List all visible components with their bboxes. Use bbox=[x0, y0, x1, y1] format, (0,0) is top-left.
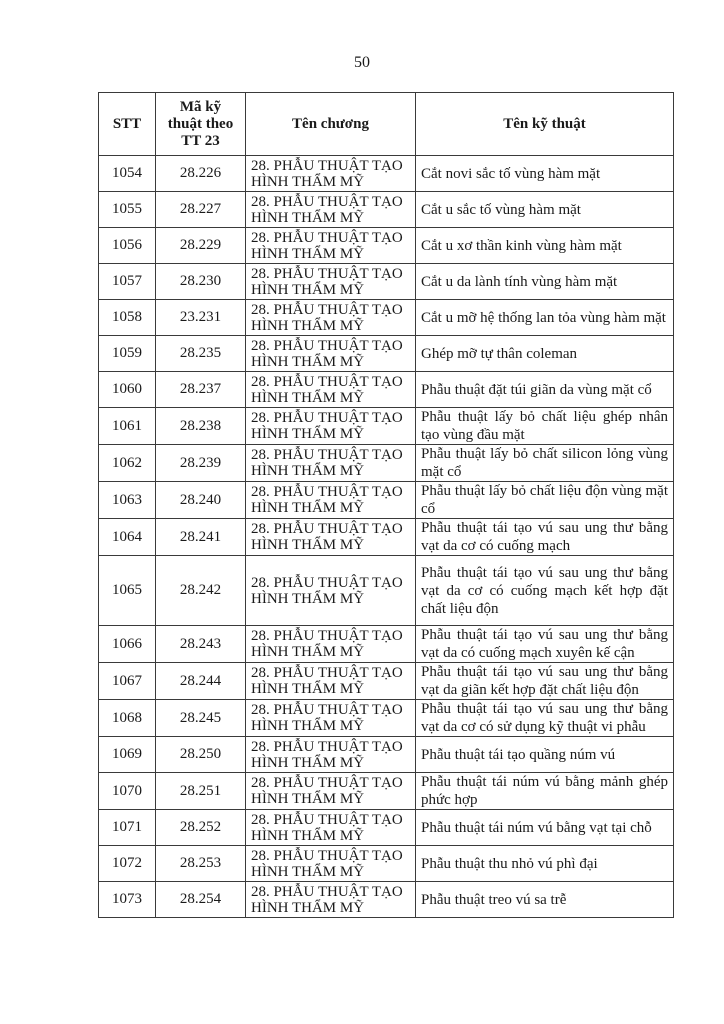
table-row bbox=[99, 773, 674, 810]
cell-ma: 28.238 bbox=[156, 408, 246, 445]
cell-ma: 28.237 bbox=[156, 372, 246, 408]
header-stt: STT bbox=[99, 93, 156, 156]
table-row bbox=[99, 519, 674, 556]
header-ten-ky-thuat: Tên kỹ thuật bbox=[416, 93, 674, 156]
cell-chuong: 28. PHẪU THUẬT TẠO HÌNH THẨM MỸ bbox=[246, 264, 416, 300]
cell-ma: 28.229 bbox=[156, 228, 246, 264]
cell-ky-thuat: Cắt u mỡ hệ thống lan tỏa vùng hàm mặt bbox=[416, 300, 674, 336]
cell-stt: 1072 bbox=[99, 846, 156, 882]
cell-stt: 1073 bbox=[99, 882, 156, 918]
cell-chuong: 28. PHẪU THUẬT TẠO HÌNH THẨM MỸ bbox=[246, 445, 416, 482]
cell-ma: 28.242 bbox=[156, 556, 246, 626]
cell-stt: 1066 bbox=[99, 626, 156, 663]
table-row bbox=[99, 482, 674, 519]
cell-ma: 23.231 bbox=[156, 300, 246, 336]
cell-ky-thuat: Phẫu thuật tái tạo vú sau ung thư bằng vạt da cơ có sử dụng kỹ thuật vi phẫu bbox=[416, 700, 674, 737]
cell-chuong: 28. PHẪU THUẬT TẠO HÌNH THẨM MỸ bbox=[246, 663, 416, 700]
cell-ky-thuat: Cắt u sắc tố vùng hàm mặt bbox=[416, 192, 674, 228]
table-row bbox=[99, 228, 674, 264]
cell-ky-thuat: Cắt u xơ thần kinh vùng hàm mặt bbox=[416, 228, 674, 264]
cell-ma: 28.251 bbox=[156, 773, 246, 810]
cell-stt: 1058 bbox=[99, 300, 156, 336]
cell-ma: 28.226 bbox=[156, 156, 246, 192]
cell-ma: 28.239 bbox=[156, 445, 246, 482]
cell-stt: 1067 bbox=[99, 663, 156, 700]
cell-stt: 1065 bbox=[99, 556, 156, 626]
cell-ky-thuat: Phẫu thuật lấy bỏ chất silicon lỏng vùng mặt cổ bbox=[416, 445, 674, 482]
cell-chuong: 28. PHẪU THUẬT TẠO HÌNH THẨM MỸ bbox=[246, 700, 416, 737]
cell-chuong: 28. PHẪU THUẬT TẠO HÌNH THẨM MỸ bbox=[246, 408, 416, 445]
cell-ma: 28.250 bbox=[156, 737, 246, 773]
cell-ky-thuat: Phẫu thuật treo vú sa trễ bbox=[416, 882, 674, 918]
cell-ky-thuat: Phẫu thuật lấy bỏ chất liệu ghép nhân tạo vùng đầu mặt bbox=[416, 408, 674, 445]
cell-stt: 1059 bbox=[99, 336, 156, 372]
cell-ky-thuat: Phẫu thuật tái tạo vú sau ung thư bằng vạt da giãn kết hợp đặt chất liệu độn bbox=[416, 663, 674, 700]
cell-stt: 1068 bbox=[99, 700, 156, 737]
cell-stt: 1056 bbox=[99, 228, 156, 264]
table-row bbox=[99, 737, 674, 773]
cell-ky-thuat: Phẫu thuật tái núm vú bằng vạt tại chỗ bbox=[416, 810, 674, 846]
table-row bbox=[99, 810, 674, 846]
cell-stt: 1055 bbox=[99, 192, 156, 228]
table-row bbox=[99, 336, 674, 372]
cell-ma: 28.241 bbox=[156, 519, 246, 556]
cell-chuong: 28. PHẪU THUẬT TẠO HÌNH THẨM MỸ bbox=[246, 846, 416, 882]
cell-ky-thuat: Cắt u da lành tính vùng hàm mặt bbox=[416, 264, 674, 300]
table-header-row bbox=[99, 93, 674, 156]
cell-ky-thuat: Phẫu thuật đặt túi giãn da vùng mặt cổ bbox=[416, 372, 674, 408]
header-ten-chuong: Tên chương bbox=[246, 93, 416, 156]
cell-ma: 28.244 bbox=[156, 663, 246, 700]
cell-chuong: 28. PHẪU THUẬT TẠO HÌNH THẨM MỸ bbox=[246, 336, 416, 372]
cell-stt: 1062 bbox=[99, 445, 156, 482]
table-row bbox=[99, 626, 674, 663]
cell-stt: 1064 bbox=[99, 519, 156, 556]
cell-chuong: 28. PHẪU THUẬT TẠO HÌNH THẨM MỸ bbox=[246, 482, 416, 519]
cell-ky-thuat: Phẫu thuật thu nhỏ vú phì đại bbox=[416, 846, 674, 882]
technique-table bbox=[98, 92, 674, 918]
table-row bbox=[99, 300, 674, 336]
cell-chuong: 28. PHẪU THUẬT TẠO HÌNH THẨM MỸ bbox=[246, 737, 416, 773]
cell-ma: 28.254 bbox=[156, 882, 246, 918]
cell-ma: 28.245 bbox=[156, 700, 246, 737]
cell-ma: 28.243 bbox=[156, 626, 246, 663]
table-row bbox=[99, 192, 674, 228]
cell-ky-thuat: Phẫu thuật tái tạo vú sau ung thư bằng vạt da cơ có cuống mạch kết hợp đặt chất liệu độn bbox=[416, 556, 674, 626]
table-row bbox=[99, 264, 674, 300]
cell-chuong: 28. PHẪU THUẬT TẠO HÌNH THẨM MỸ bbox=[246, 156, 416, 192]
table-row bbox=[99, 408, 674, 445]
cell-stt: 1057 bbox=[99, 264, 156, 300]
cell-stt: 1071 bbox=[99, 810, 156, 846]
cell-ky-thuat: Phẫu thuật tái tạo vú sau ung thư bằng vạt da có cuống mạch xuyên kế cận bbox=[416, 626, 674, 663]
cell-stt: 1060 bbox=[99, 372, 156, 408]
cell-ky-thuat: Cắt novi sắc tố vùng hàm mặt bbox=[416, 156, 674, 192]
cell-ma: 28.252 bbox=[156, 810, 246, 846]
cell-chuong: 28. PHẪU THUẬT TẠO HÌNH THẨM MỸ bbox=[246, 519, 416, 556]
cell-chuong: 28. PHẪU THUẬT TẠO HÌNH THẨM MỸ bbox=[246, 810, 416, 846]
table-row bbox=[99, 882, 674, 918]
cell-stt: 1054 bbox=[99, 156, 156, 192]
table-row bbox=[99, 445, 674, 482]
cell-ma: 28.240 bbox=[156, 482, 246, 519]
cell-chuong: 28. PHẪU THUẬT TẠO HÌNH THẨM MỸ bbox=[246, 372, 416, 408]
cell-ky-thuat: Phẫu thuật lấy bỏ chất liệu độn vùng mặt cổ bbox=[416, 482, 674, 519]
cell-chuong: 28. PHẪU THUẬT TẠO HÌNH THẨM MỸ bbox=[246, 882, 416, 918]
cell-chuong: 28. PHẪU THUẬT TẠO HÌNH THẨM MỸ bbox=[246, 192, 416, 228]
cell-stt: 1070 bbox=[99, 773, 156, 810]
table-row bbox=[99, 663, 674, 700]
cell-ky-thuat: Ghép mỡ tự thân coleman bbox=[416, 336, 674, 372]
cell-chuong: 28. PHẪU THUẬT TẠO HÌNH THẨM MỸ bbox=[246, 300, 416, 336]
page-number: 50 bbox=[354, 54, 370, 71]
header-ma-ky-thuat: Mã kỹ thuật theo TT 23 bbox=[156, 93, 246, 156]
cell-ma: 28.235 bbox=[156, 336, 246, 372]
table-row bbox=[99, 846, 674, 882]
cell-ma: 28.227 bbox=[156, 192, 246, 228]
cell-stt: 1063 bbox=[99, 482, 156, 519]
cell-ma: 28.253 bbox=[156, 846, 246, 882]
cell-ky-thuat: Phẫu thuật tái núm vú bằng mảnh ghép phức hợp bbox=[416, 773, 674, 810]
cell-chuong: 28. PHẪU THUẬT TẠO HÌNH THẨM MỸ bbox=[246, 228, 416, 264]
cell-ma: 28.230 bbox=[156, 264, 246, 300]
cell-chuong: 28. PHẪU THUẬT TẠO HÌNH THẨM MỸ bbox=[246, 556, 416, 626]
cell-stt: 1069 bbox=[99, 737, 156, 773]
table-row bbox=[99, 556, 674, 626]
table-row bbox=[99, 156, 674, 192]
cell-stt: 1061 bbox=[99, 408, 156, 445]
cell-ky-thuat: Phẫu thuật tái tạo quầng núm vú bbox=[416, 737, 674, 773]
cell-ky-thuat: Phẫu thuật tái tạo vú sau ung thư bằng vạt da cơ có cuống mạch bbox=[416, 519, 674, 556]
cell-chuong: 28. PHẪU THUẬT TẠO HÌNH THẨM MỸ bbox=[246, 626, 416, 663]
table-row bbox=[99, 700, 674, 737]
cell-chuong: 28. PHẪU THUẬT TẠO HÌNH THẨM MỸ bbox=[246, 773, 416, 810]
table-row bbox=[99, 372, 674, 408]
